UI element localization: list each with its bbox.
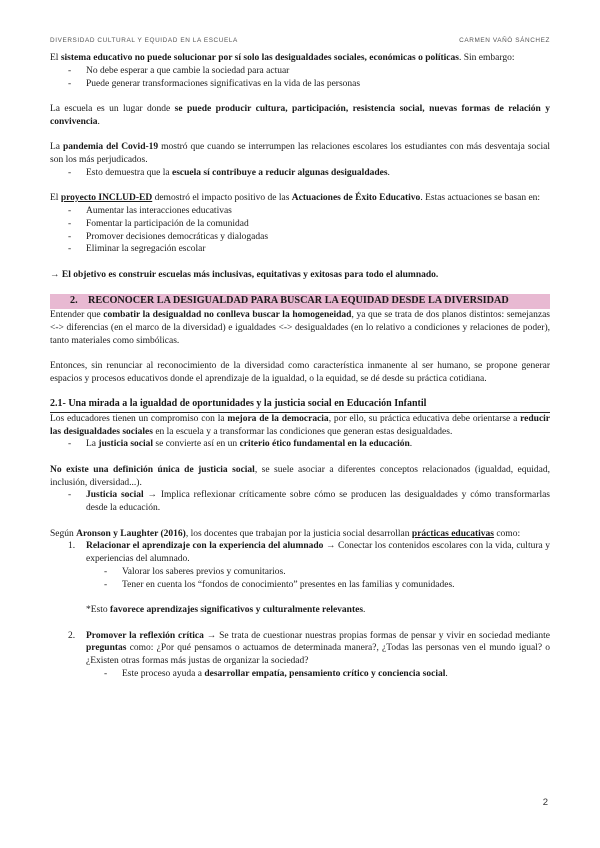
paragraph: Entonces, sin renunciar al reconocimiento de la diversidad como característica inmanente al ser humano, se propone generar espacios y procesos educativos donde el aprendizaje de la igualdad, o la equidad, se dé desde su práctica cotidiana. [50, 360, 550, 384]
subsection-heading: 2.1- Una mirada a la igualdad de oportunidades y la justicia social en Educación Infantil [50, 398, 550, 413]
running-header [50, 37, 550, 44]
header-left: DIVERSIDAD CULTURAL Y EQUIDAD EN LA ESCUELA [50, 37, 238, 44]
header-right: CARMEN VAÑÓ SÁNCHEZ [459, 37, 550, 44]
bullet-list [50, 205, 550, 256]
paragraph: Los educadores tienen un compromiso con la mejora de la democracia, por ello, su práctica educativa debe orientarse a reducir las desigualdades sociales en la escuela y a transformar las condiciones que generan estas desigualdades. [50, 413, 551, 437]
list-item: - Eliminar la segregación escolar [68, 243, 550, 256]
paragraph: El proyecto INCLUD-ED demostró el impacto positivo de las Actuaciones de Éxito Educativo. Estas actuaciones se basan en: [50, 193, 541, 204]
paragraph: El sistema educativo no puede solucionar por sí solo las desigualdades sociales, económicas o políticas. Sin embargo: [50, 53, 515, 63]
bullet-list [50, 167, 550, 180]
sub-list [86, 566, 550, 592]
note: *Esto favorece aprendizajes significativos y culturalmente relevantes. [86, 605, 366, 616]
page-content [50, 52, 550, 681]
list-item: - Valorar los saberes previos y comunitarios. [104, 566, 550, 579]
list-item: - Promover decisiones democráticas y dialogadas [68, 231, 550, 244]
section-heading: 2. RECONOCER LA DESIGUALDAD PARA BUSCAR LA EQUIDAD DESDE LA DIVERSIDAD [50, 294, 550, 309]
list-item: - Este proceso ayuda a desarrollar empatía, pensamiento crítico y conciencia social. [104, 668, 550, 681]
list-item: - Aumentar las interacciones educativas [68, 205, 550, 218]
paragraph: La pandemia del Covid-19 mostró que cuando se interrumpen las relaciones escolares los estudiantes con más desventaja social son los más perjudicados. [50, 142, 550, 165]
list-item: - La justicia social se convierte así en un criterio ético fundamental en la educación. [68, 438, 550, 451]
paragraph: La escuela es un lugar donde se puede producir cultura, participación, resistencia social, nuevas formas de relación y convivencia. [50, 103, 551, 127]
list-item: - Fomentar la participación de la comunidad [68, 218, 550, 231]
bullet-list [50, 489, 550, 515]
conclusion-line: → El objetivo es construir escuelas más inclusivas, equitativas y exitosas para todo el alumnado. [50, 269, 439, 280]
paragraph: Según Aronson y Laughter (2016), los docentes que trabajan por la justicia social desarrollan prácticas educativas como: [50, 528, 521, 539]
list-item: 2. Promover la reflexión crítica → Se trata de cuestionar nuestras propias formas de pensar y vivir en sociedad mediante preguntas como: ¿Por qué pensamos o actuamos de determinada manera?, ¿Todas las personas ven el mundo igual? o ¿Existen otras formas más justas de organizar la sociedad? - Este proceso ayuda a desarrollar empatía, pensamiento crítico y conciencia social. [68, 630, 550, 681]
page-number: 2 [542, 797, 548, 808]
list-item: - No debe esperar a que cambie la sociedad para actuar [68, 65, 550, 78]
bullet-list [50, 438, 550, 451]
list-item: 1. Relacionar el aprendizaje con la experiencia del alumnado → Conectar los contenidos escolares con la vida, cultura y experiencias del alumnado. - Valorar los saberes previos y comunitarios. - Tener en cuenta los “fondos de conocimiento” presentes en las familias y comunidades. *Esto favorece aprendizajes significativos y culturalmente relevantes. [68, 540, 550, 617]
list-item: - Puede generar transformaciones significativas en la vida de las personas [68, 78, 550, 91]
list-item: - Tener en cuenta los “fondos de conocimiento” presentes en las familias y comunidades. [104, 579, 550, 592]
paragraph: No existe una definición única de justicia social, se suele asociar a diferentes conceptos relacionados (igualdad, equidad, inclusión, diversidad...). [50, 464, 550, 488]
numbered-list [50, 540, 550, 680]
sub-list [86, 668, 550, 681]
paragraph: Entender que combatir la desigualdad no conlleva buscar la homogeneidad, ya que se trata de dos planos distintos: semejanzas <-> diferencias (en el marco de la diversidad) e igualdades <-> desigualdades (en lo relativo a condiciones y relaciones de poder), tanto materiales como simbólicas. [50, 309, 550, 346]
list-item: - Justicia social → Implica reflexionar críticamente sobre cómo se producen las desigualdades y cómo transformarlas desde la educación. [68, 489, 550, 515]
bullet-list [50, 65, 550, 91]
list-item: - Esto demuestra que la escuela sí contribuye a reducir algunas desigualdades. [68, 167, 550, 180]
